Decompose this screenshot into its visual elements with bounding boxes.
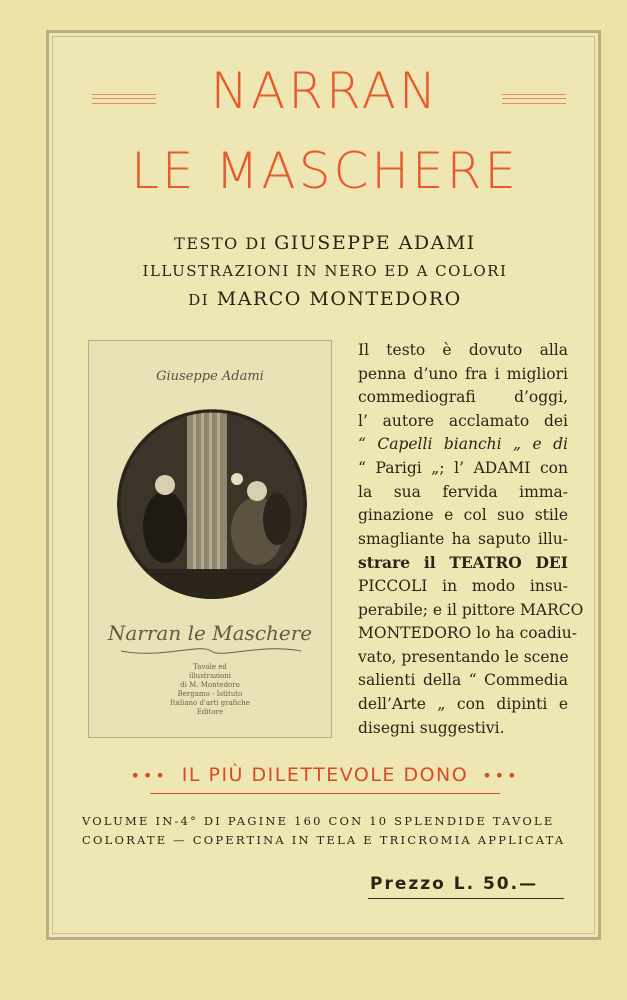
description-line: salienti della “ Commedia (358, 671, 568, 690)
description-line: “ Capelli bianchi „ e di (358, 435, 568, 454)
book-cover-subtitle-line: Bergamo - Istituto (177, 690, 243, 698)
credit-illustrator-name: MARCO MONTEDORO (216, 288, 462, 310)
description-paragraph (358, 339, 584, 740)
book-cover-illustration (117, 409, 307, 599)
description-line: MONTEDORO lo ha coadiu- (358, 624, 577, 643)
volume-line-1: VOLUME IN-4° DI PAGINE 160 CON 10 SPLENDIDE TAVOLE (82, 814, 555, 828)
dots-right: ••• (482, 766, 520, 785)
credit-illustrazioni: ILLUSTRAZIONI IN NERO ED A COLORI (142, 262, 508, 280)
volume-line-2: COLORATE — COPERTINA IN TELA E TRICROMIA APPLICATA (82, 833, 566, 847)
description-line: commediografi d’oggi, (358, 388, 568, 407)
book-cover-title: Narran le Maschere (107, 621, 313, 645)
description-line: PICCOLI in modo insu- (358, 576, 568, 595)
dots-left: ••• (130, 766, 168, 785)
description-line: “ Parigi „; l’ ADAMI con (358, 458, 568, 477)
book-cover-author: Giuseppe Adami (156, 369, 264, 384)
credit-author-name: GIUSEPPE ADAMI (274, 232, 476, 254)
dono-underline (150, 793, 500, 794)
description-line: penna d’uno fra i migliori (358, 364, 568, 383)
description-line: vato, presentando le scene (358, 647, 569, 666)
description-line: dell’Arte „ con dipinti e (358, 694, 568, 713)
price-underline (368, 898, 564, 899)
description-line: strare il TEATRO DEI (358, 553, 568, 573)
dono-text: IL PIÙ DILETTEVOLE DONO (181, 764, 469, 786)
description-line: disegni suggestivi. (358, 718, 505, 737)
book-cover-subtitle-line: Tavole ed (193, 663, 227, 671)
credit-illustrator (60, 288, 590, 310)
flourish-icon (111, 641, 311, 661)
title-line-1: NARRAN (210, 62, 440, 120)
description-line: la sua fervida imma- (358, 482, 568, 501)
book-cover-subtitle-line: illustrazioni (188, 672, 232, 680)
masked-figures-illustration-icon (117, 409, 307, 599)
book-cover-subtitle-line: Italiano d'arti grafiche (170, 699, 250, 707)
book-cover-subtitle-line: Editore (196, 708, 224, 716)
dono-banner (60, 764, 590, 786)
credit-author (60, 232, 590, 254)
book-cover-subtitle-line: di M. Montedoro (180, 681, 240, 689)
credit-testo-prefix: TESTO DI (174, 234, 268, 253)
credit-di-prefix: DI (188, 291, 210, 309)
description-line: perabile; e il pittore MARCO (358, 600, 584, 619)
description-line: smagliante ha saputo illu- (358, 529, 568, 548)
description-line: ginazione e col suo stile (358, 506, 568, 525)
book-cover-subtitle (89, 663, 331, 717)
book-cover-image (88, 340, 332, 738)
title-line-2: LE MASCHERE (131, 142, 519, 200)
description-line: l’ autore acclamato dei (358, 411, 568, 430)
description-line: Il testo è dovuto alla (358, 341, 568, 359)
price: Prezzo L. 50.— (370, 874, 539, 894)
